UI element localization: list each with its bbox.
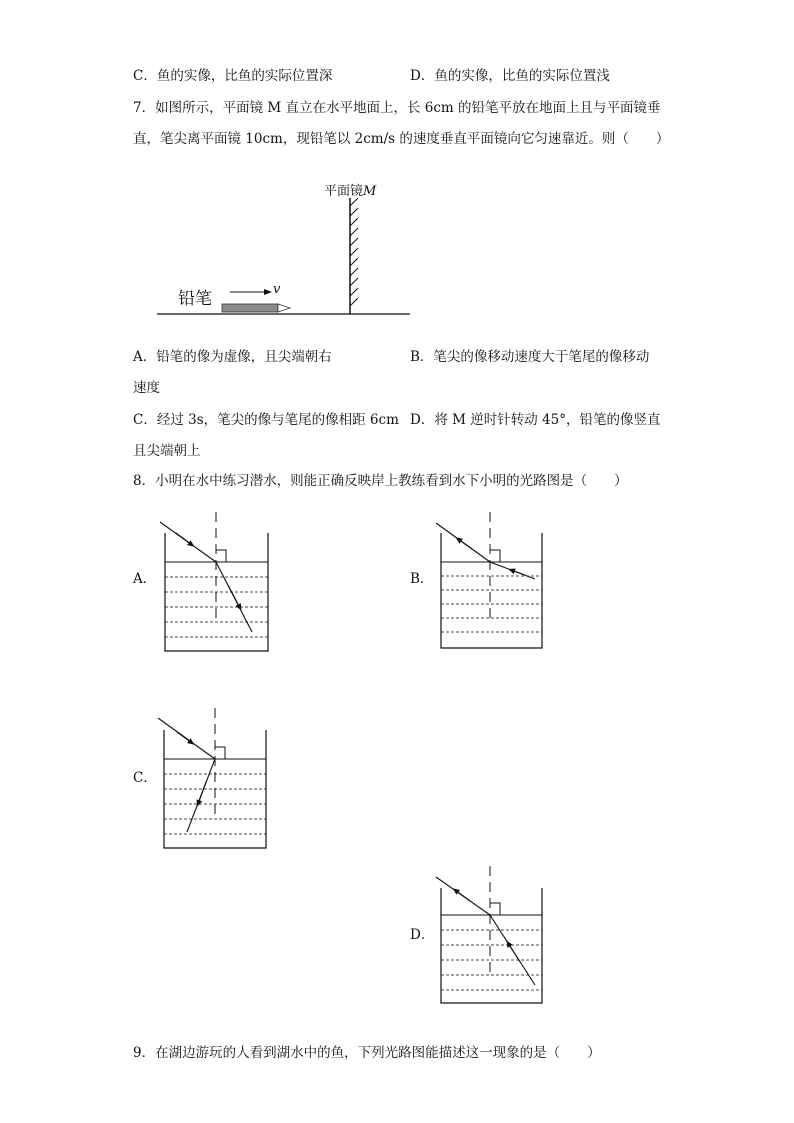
diagram-d <box>436 866 542 1003</box>
q8-stem: 8．小明在水中练习潜水，则能正确反映岸上教练看到水下小明的光路图是（ ） <box>133 473 628 489</box>
q7-option-b-line2: 速度 <box>133 380 160 396</box>
mirror-label: 平面镜 <box>324 184 364 199</box>
diagram-a <box>160 512 268 651</box>
q7-option-d-line2: 且尖端朝上 <box>133 443 201 459</box>
q7-option-a: A．铅笔的像为虚像，且尖端朝右 <box>133 349 332 365</box>
q9-stem: 9．在湖边游玩的人看到湖水中的鱼，下列光路图能描述这一现象的是（ ） <box>133 1045 601 1061</box>
q8-label-b: B． <box>410 571 434 587</box>
velocity-symbol: v <box>273 282 281 297</box>
q8-label-c: C． <box>133 770 157 786</box>
mirror-symbol: M <box>363 184 377 199</box>
diagram-b <box>436 512 542 648</box>
q6-option-d: D．鱼的实像，比鱼的实际位置浅 <box>410 68 610 84</box>
q8-label-d: D． <box>410 927 435 943</box>
q8-label-a: A． <box>133 571 157 587</box>
q7-option-d-line1: D．将 M 逆时针转动 45°，铅笔的像竖直 <box>410 412 661 428</box>
diagram-c <box>158 708 266 848</box>
q7-option-b-line1: B．笔尖的像移动速度大于笔尾的像移动 <box>410 349 650 365</box>
q7-option-c: C．经过 3s，笔尖的像与笔尾的像相距 6cm <box>133 412 399 428</box>
pencil-label: 铅笔 <box>178 289 212 309</box>
q6-option-c: C．鱼的实像，比鱼的实际位置深 <box>133 68 333 84</box>
q7-stem-line1: 7．如图所示，平面镜 M 直立在水平地面上，长 6cm 的铅笔平放在地面上且与平面镜垂 <box>133 100 661 116</box>
q7-stem-line2: 直，笔尖离平面镜 10cm，现铅笔以 2cm/s 的速度垂直平面镜向它匀速靠近。则（ ） <box>133 131 670 147</box>
